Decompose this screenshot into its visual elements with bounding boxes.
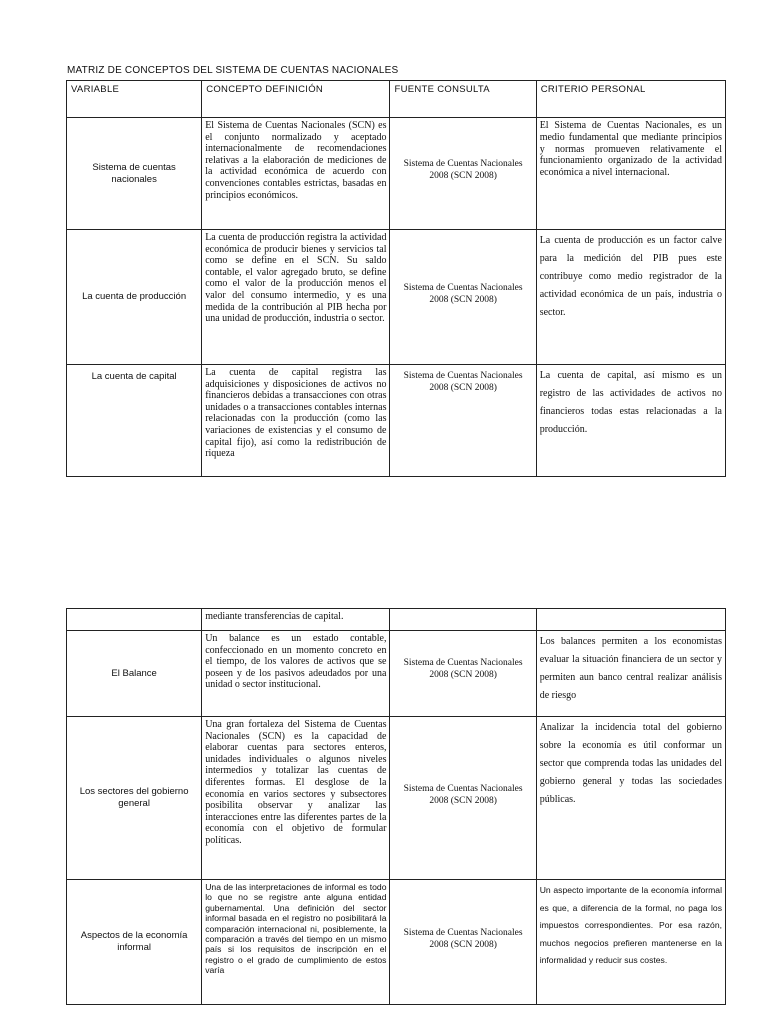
header-criterio: CRITERIO PERSONAL bbox=[536, 81, 725, 118]
criterio-cell: La cuenta de producción es un factor calve para la medición del PIB pues este contribuye como medio registrador de la actividad económica de un país, industria o sector. bbox=[536, 230, 725, 365]
concepto-cell: Una de las interpretaciones de informal es todo lo que no se registre ante alguna entidad gubernamental. Una definición del sector informal basada en el registro no posibilitará la comparación internacional ni, posiblemente, la comparación a través del tiempo en un mismo país si los requisitos de inscripción en el registro o el grado de cumplimiento de estos varía bbox=[202, 880, 390, 1005]
criterio-cell bbox=[536, 609, 725, 631]
table-row bbox=[67, 365, 726, 477]
variable-cell: Sistema de cuentas nacionales bbox=[67, 118, 202, 230]
variable-cell bbox=[67, 609, 202, 631]
variable-cell: La cuenta de producción bbox=[67, 230, 202, 365]
table-row bbox=[67, 631, 726, 717]
table-row bbox=[67, 230, 726, 365]
variable-cell: Los sectores del gobierno general bbox=[67, 717, 202, 880]
table-row bbox=[67, 609, 726, 631]
fuente-cell: Sistema de Cuentas Nacionales 2008 (SCN 2008) bbox=[390, 230, 536, 365]
table-header-row bbox=[67, 81, 726, 118]
header-concepto: CONCEPTO DEFINICIÓN bbox=[202, 81, 390, 118]
concept-matrix-table-continued bbox=[66, 608, 726, 1005]
fuente-cell bbox=[390, 609, 536, 631]
header-fuente: FUENTE CONSULTA bbox=[390, 81, 536, 118]
fuente-cell: Sistema de Cuentas Nacionales 2008 (SCN 2008) bbox=[390, 365, 536, 477]
criterio-cell: El Sistema de Cuentas Nacionales, es un medio fundamental que mediante principios y normas promueven relativamente el funcionamiento organizado de la actividad económica a nivel internacional. bbox=[536, 118, 725, 230]
criterio-cell: La cuenta de capital, así mismo es un registro de las actividades de activos no financieros todas estas relacionadas a la producción. bbox=[536, 365, 725, 477]
criterio-cell: Los balances permiten a los economistas evaluar la situación financiera de un sector y permiten aun banco central realizar análisis de riesgo bbox=[536, 631, 725, 717]
document-title: MATRIZ DE CONCEPTOS DEL SISTEMA DE CUENTAS NACIONALES bbox=[67, 65, 399, 76]
fuente-cell: Sistema de Cuentas Nacionales 2008 (SCN 2008) bbox=[390, 118, 536, 230]
table-row bbox=[67, 717, 726, 880]
fuente-cell: Sistema de Cuentas Nacionales 2008 (SCN 2008) bbox=[390, 631, 536, 717]
concepto-cell: Un balance es un estado contable, confeccionado en un momento concreto en el tiempo, de los valores de activos que se poseen y de los pasivos adeudados por una unidad o sector institucional. bbox=[202, 631, 390, 717]
fuente-cell: Sistema de Cuentas Nacionales 2008 (SCN 2008) bbox=[390, 717, 536, 880]
concepto-cell: La cuenta de producción registra la actividad económica de producir bienes y servicios tal como se define en el SCN. Su saldo contable, el valor agregado bruto, se define como el valor de la producción menos el valor del consumo intermedio, y es una medida de la contribución al PIB hecha por una unidad de producción, industria o sector. bbox=[202, 230, 390, 365]
criterio-cell: Un aspecto importante de la economía informal es que, a diferencia de la formal, no paga los impuestos correspondientes. Por esa razón, muchos negocios prefieren mantenerse en la informalidad y reducir sus costes. bbox=[536, 880, 725, 1005]
concepto-cell: La cuenta de capital registra las adquisiciones y disposiciones de activos no financieros debidas a transacciones con otras unidades o a transacciones contables internas relacionadas con la producción (como las variaciones de existencias y el consumo de capital fijo), así como la redistribución de riqueza bbox=[202, 365, 390, 477]
concepto-cell: El Sistema de Cuentas Nacionales (SCN) es el conjunto normalizado y aceptado internacionalmente de recomendaciones relativas a la elaboración de mediciones de la actividad económica de acuerdo con convenciones contables estrictas, basadas en principios económicos. bbox=[202, 118, 390, 230]
concept-matrix-table bbox=[66, 80, 726, 477]
header-variable: VARIABLE bbox=[67, 81, 202, 118]
concepto-cell: Una gran fortaleza del Sistema de Cuentas Nacionales (SCN) es la capacidad de elaborar cuentas para sectores enteros, unidades individuales o algunos niveles intermedios y totalizar las cuentas de diferentes formas. El desglose de la economía en varios sectores y subsectores posibilita observar y analizar las interacciones entre las diferentes partes de la economía con el objetivo de formular políticas. bbox=[202, 717, 390, 880]
variable-cell: La cuenta de capital bbox=[67, 365, 202, 477]
variable-cell: El Balance bbox=[67, 631, 202, 717]
variable-cell: Aspectos de la economía informal bbox=[67, 880, 202, 1005]
fuente-cell: Sistema de Cuentas Nacionales 2008 (SCN 2008) bbox=[390, 880, 536, 1005]
table-row bbox=[67, 118, 726, 230]
concepto-cell: mediante transferencias de capital. bbox=[202, 609, 390, 631]
criterio-cell: Analizar la incidencia total del gobierno sobre la economía es útil conformar un sector que comprenda todas las unidades del gobierno general y todas las sociedades públicas. bbox=[536, 717, 725, 880]
table-row bbox=[67, 880, 726, 1005]
